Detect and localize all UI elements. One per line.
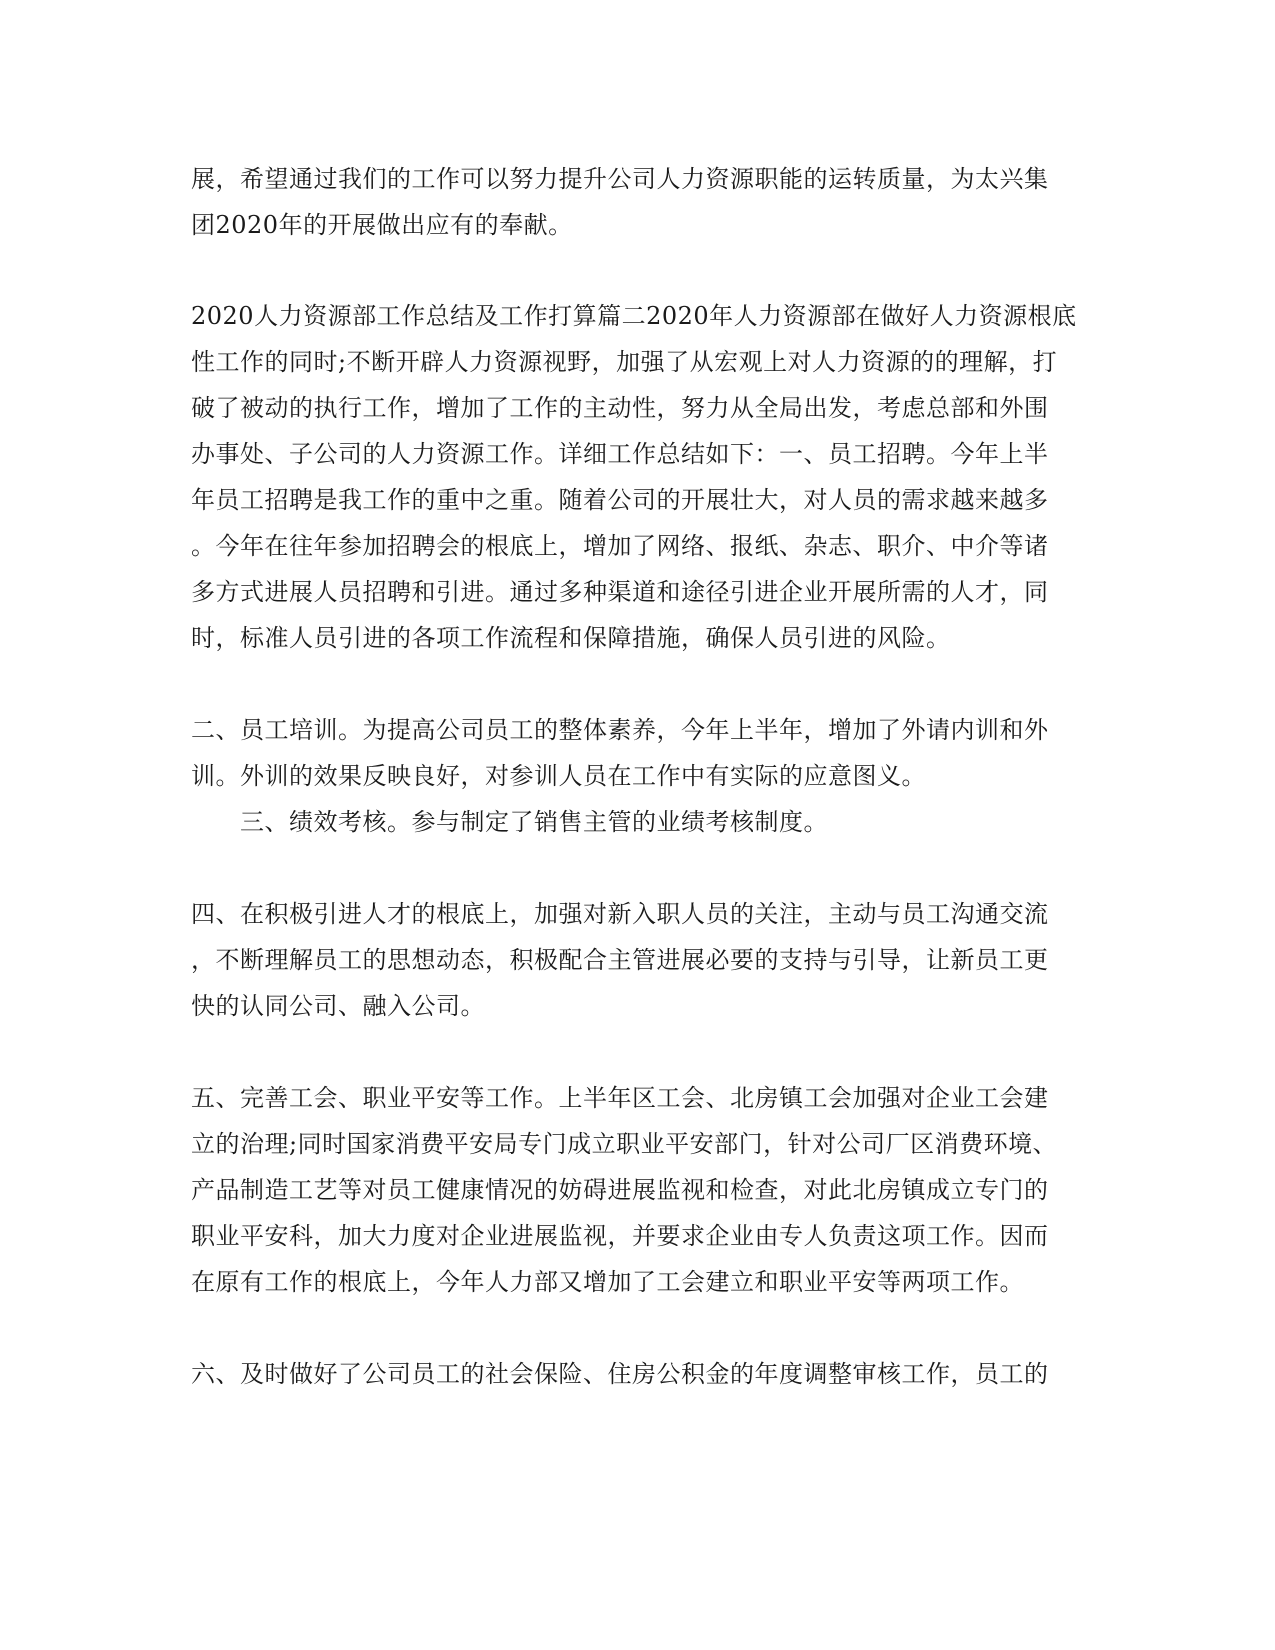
text-line: 在原有工作的根底上，今年人力部又增加了工会建立和职业平安等两项工作。 bbox=[191, 1268, 1024, 1296]
text-line: 年员工招聘是我工作的重中之重。随着公司的开展壮大，对人员的需求越来越多 bbox=[191, 486, 1049, 514]
text-line: 时，标准人员引进的各项工作流程和保障措施，确保人员引进的风险。 bbox=[191, 624, 951, 652]
text-line: 团2020年的开展做出应有的奉献。 bbox=[191, 211, 573, 239]
text-line: 三、绩效考核。参与制定了销售主管的业绩考核制度。 bbox=[240, 808, 828, 836]
text-line: 破了被动的执行工作，增加了工作的主动性，努力从全局出发，考虑总部和外围 bbox=[191, 394, 1049, 422]
text-line: 展，希望通过我们的工作可以努力提升公司人力资源职能的运转质量，为太兴集 bbox=[191, 165, 1049, 193]
text-line: 六、及时做好了公司员工的社会保险、住房公积金的年度调整审核工作，员工的 bbox=[191, 1360, 1049, 1388]
text-line: 五、完善工会、职业平安等工作。上半年区工会、北房镇工会加强对企业工会建 bbox=[191, 1084, 1049, 1112]
text-line: 2020人力资源部工作总结及工作打算篇二2020年人力资源部在做好人力资源根底 bbox=[191, 302, 1077, 330]
text-line: ，不断理解员工的思想动态，积极配合主管进展必要的支持与引导，让新员工更 bbox=[191, 946, 1049, 974]
text-line: 职业平安科，加大力度对企业进展监视，并要求企业由专人负责这项工作。因而 bbox=[191, 1222, 1049, 1250]
text-line: 快的认同公司、融入公司。 bbox=[191, 992, 485, 1020]
text-line: 产品制造工艺等对员工健康情况的妨碍进展监视和检查，对此北房镇成立专门的 bbox=[191, 1176, 1049, 1204]
text-line: 多方式进展人员招聘和引进。通过多种渠道和途径引进企业开展所需的人才，同 bbox=[191, 578, 1049, 606]
text-line: 训。外训的效果反映良好，对参训人员在工作中有实际的应意图义。 bbox=[191, 762, 926, 790]
text-line: 四、在积极引进人才的根底上，加强对新入职人员的关注，主动与员工沟通交流 bbox=[191, 900, 1049, 928]
text-line: 。今年在往年参加招聘会的根底上，增加了网络、报纸、杂志、职介、中介等诸 bbox=[191, 532, 1049, 560]
text-line: 二、员工培训。为提高公司员工的整体素养，今年上半年，增加了外请内训和外 bbox=[191, 716, 1049, 744]
text-line: 性工作的同时;不断开辟人力资源视野，加强了从宏观上对人力资源的的理解，打 bbox=[191, 348, 1058, 376]
text-line: 办事处、子公司的人力资源工作。详细工作总结如下：一、员工招聘。今年上半 bbox=[191, 440, 1049, 468]
text-line: 立的治理;同时国家消费平安局专门成立职业平安部门，针对公司厂区消费环境、 bbox=[191, 1130, 1058, 1158]
